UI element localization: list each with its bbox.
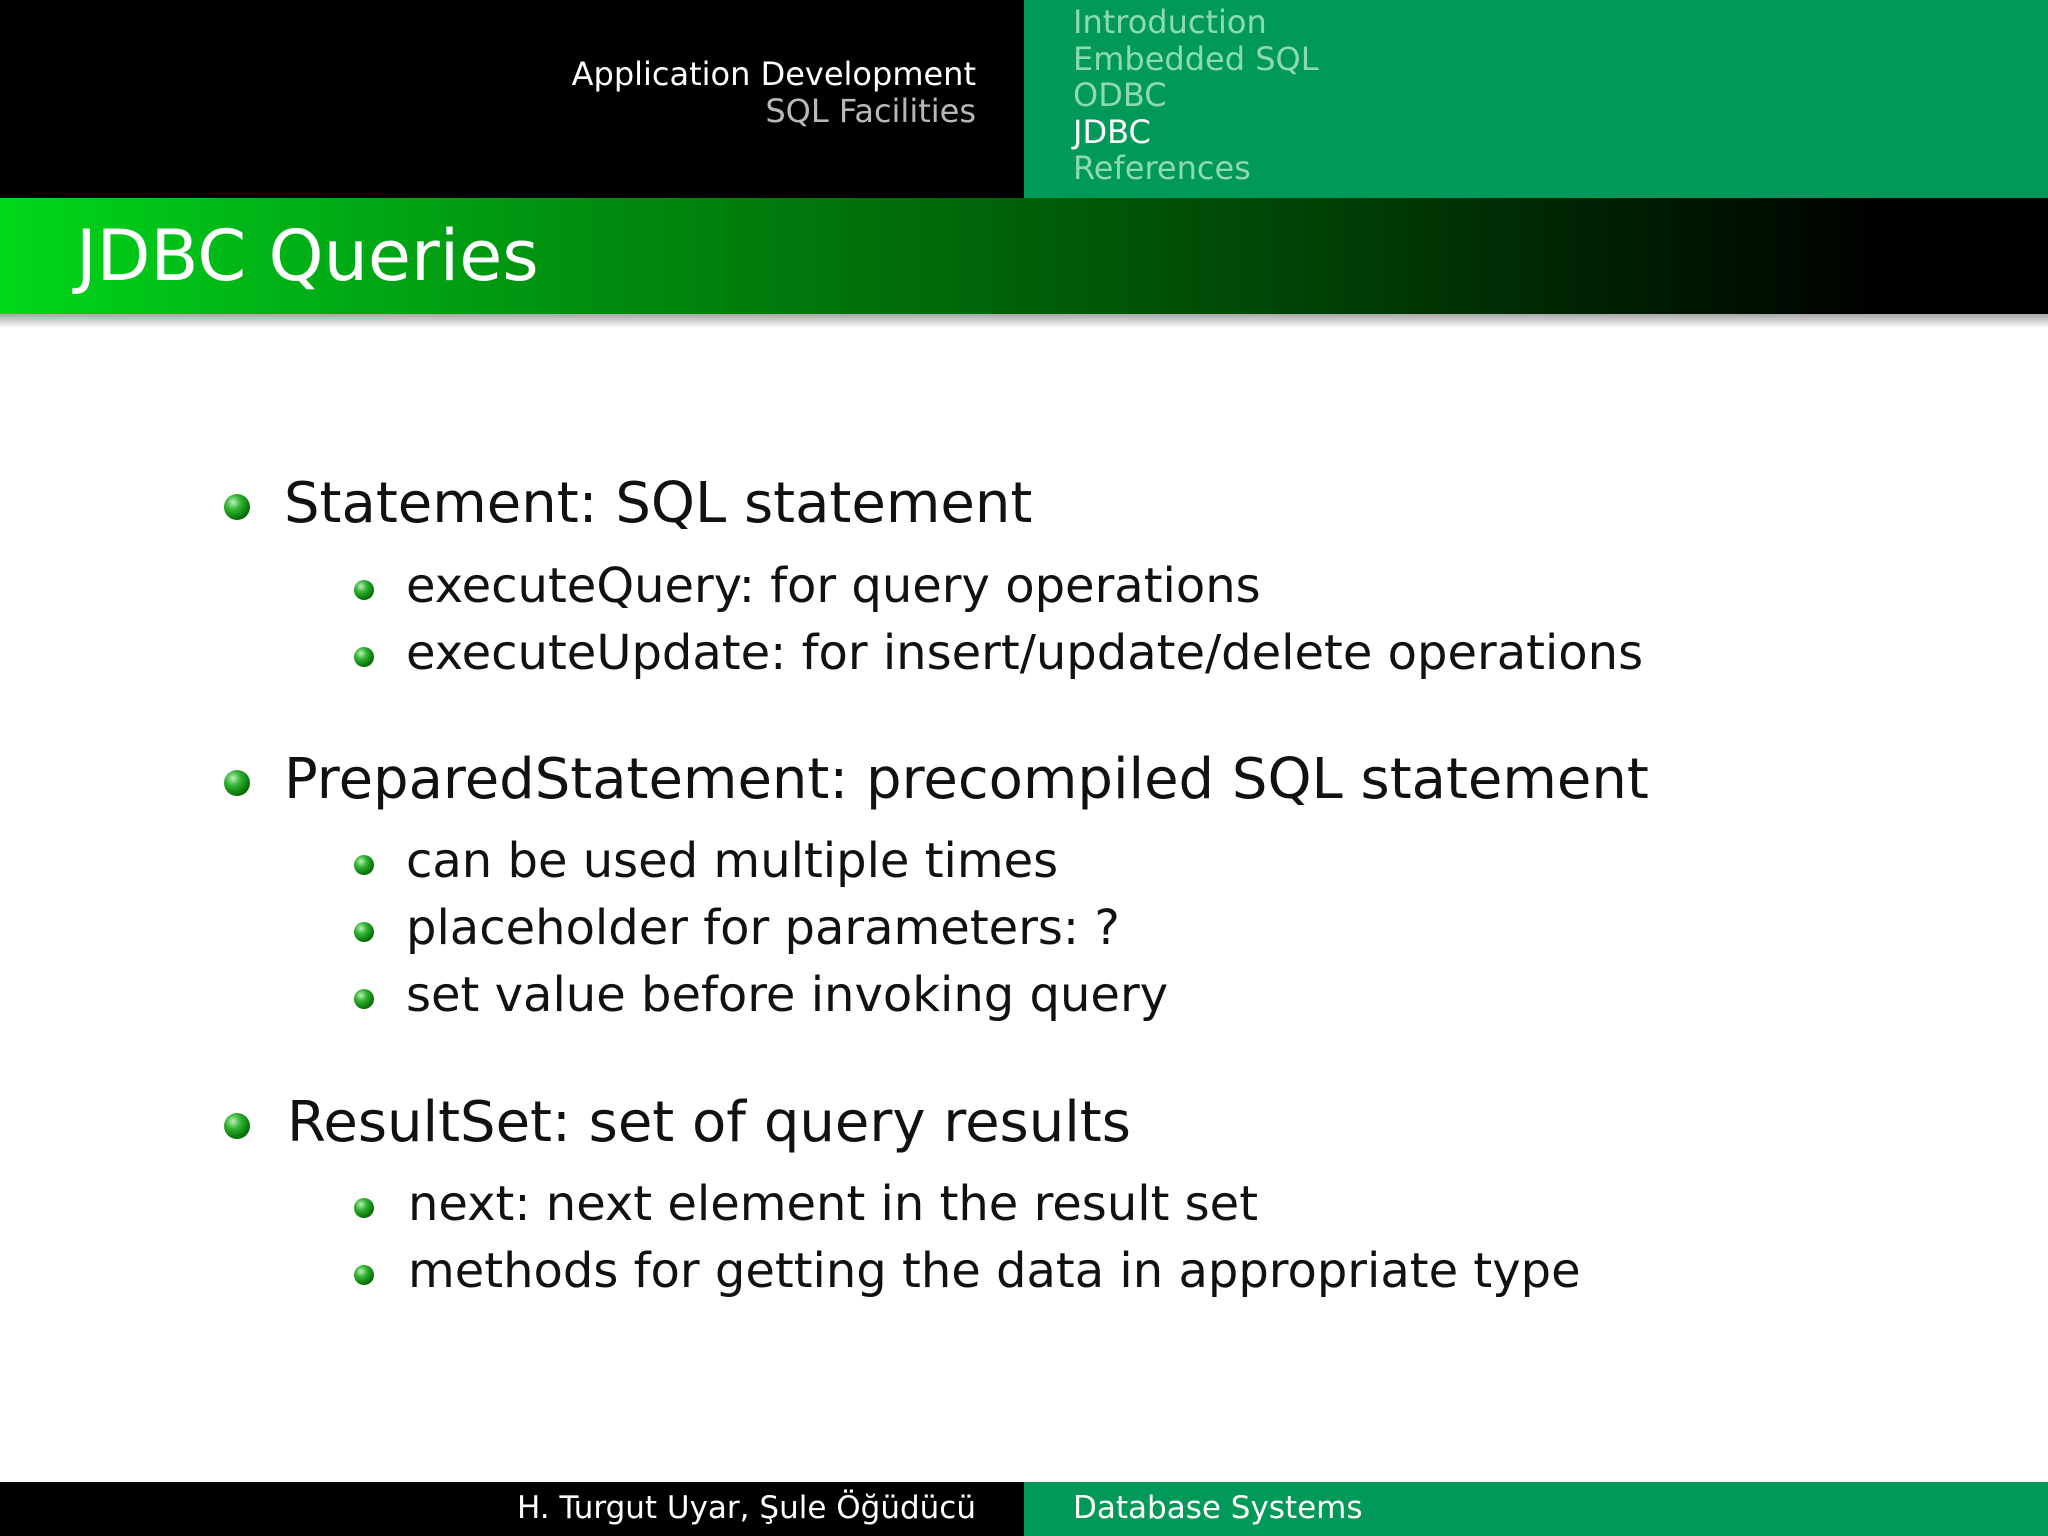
list-item: ResultSet: set of query results: [287, 1090, 1131, 1155]
bullet-icon: [354, 647, 374, 667]
section-title[interactable]: Application Development: [571, 55, 976, 93]
bullet-icon: [354, 922, 374, 942]
list-item: Statement: SQL statement: [284, 471, 1033, 536]
list-item: PreparedStatement: precompiled SQL statement: [284, 747, 1649, 812]
nav-item-references[interactable]: References: [1073, 149, 1251, 188]
sub-list-item: executeUpdate: for insert/update/delete operations: [406, 625, 1644, 681]
bullet-icon: [224, 494, 250, 520]
sub-list-item: set value before invoking query: [406, 967, 1169, 1023]
bullet-icon: [354, 580, 374, 600]
footer-authors: H. Turgut Uyar, Şule Öğüdücü: [517, 1490, 976, 1526]
frame-title: JDBC Queries: [76, 215, 539, 297]
nav-item-introduction[interactable]: Introduction: [1073, 3, 1267, 41]
bullet-icon: [224, 770, 250, 796]
footer-course-title: Database Systems: [1073, 1490, 1363, 1526]
nav-item-embedded-sql[interactable]: Embedded SQL: [1073, 39, 1319, 78]
bullet-icon: [354, 989, 374, 1009]
bullet-icon: [224, 1113, 250, 1139]
sub-list-item: next: next element in the result set: [408, 1176, 1259, 1232]
sub-list-item: can be used multiple times: [406, 833, 1059, 889]
sub-list-item: executeQuery: for query operations: [406, 558, 1261, 614]
bullet-icon: [354, 1265, 374, 1285]
bullet-icon: [354, 1198, 374, 1218]
subsection-title[interactable]: SQL Facilities: [765, 92, 976, 130]
sub-list-item: placeholder for parameters: ?: [406, 900, 1120, 956]
bullet-icon: [354, 855, 374, 875]
sub-list-item: methods for getting the data in appropriate type: [408, 1243, 1581, 1299]
nav-item-jdbc[interactable]: JDBC: [1073, 112, 1151, 151]
nav-item-odbc[interactable]: ODBC: [1073, 76, 1167, 115]
